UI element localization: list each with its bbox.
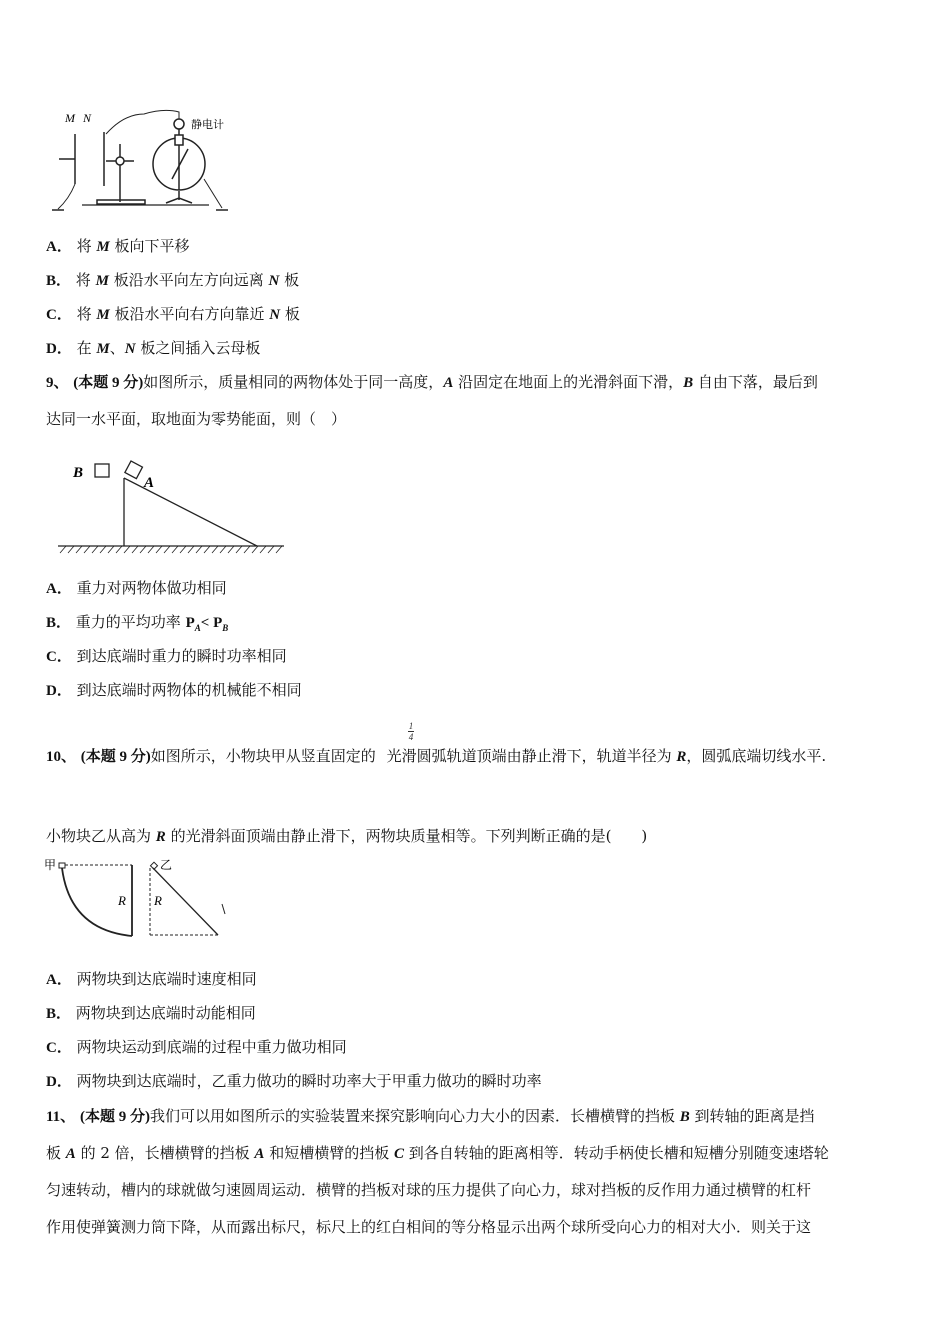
option-text: 重力对两物体做功相同	[76, 579, 227, 597]
var-a: A	[443, 375, 454, 391]
option-letter: C．	[46, 649, 72, 665]
stem-text: 自由下落，最后到	[693, 373, 818, 391]
option-letter: D．	[46, 683, 72, 699]
fraction-numerator: 1	[408, 721, 414, 731]
option-letter: C．	[46, 1040, 72, 1056]
option-letter: D．	[46, 341, 72, 357]
var-m: M	[95, 273, 109, 289]
option-text: 板	[280, 305, 300, 323]
label-electrometer: 静电计	[191, 118, 224, 131]
var-b: B	[679, 1109, 690, 1125]
var-m: M	[96, 341, 110, 357]
less-than: <	[200, 615, 214, 631]
option-letter: B．	[46, 615, 72, 631]
fraction-quarter	[408, 721, 414, 742]
option-text: 板	[279, 271, 300, 289]
option-letter: C．	[46, 307, 72, 323]
var-b: B	[683, 375, 694, 391]
option-letter: A．	[46, 581, 72, 597]
stem-text: 的光滑斜面顶端由静止滑下，两物块质量相等。下列判断正确的是( )	[165, 827, 648, 845]
q9-stem-line2: 达同一水平面，取地面为零势能面，则（ ）	[46, 410, 347, 428]
option-text: 重力的平均功率	[75, 613, 186, 631]
q9-option-b	[46, 612, 228, 638]
q9-stem-line1	[46, 372, 818, 393]
var-r: R	[155, 829, 166, 845]
option-text: 到达底端时两物体的机械能不相同	[76, 681, 302, 699]
power-symbol: P	[213, 615, 223, 631]
q9-option-d	[46, 680, 302, 701]
var-n: N	[269, 307, 281, 323]
stem-text: 的 2 倍，长槽横臂的挡板	[75, 1144, 255, 1162]
option-letter: B．	[46, 273, 72, 289]
stem-text: 到转轴的距离是挡	[689, 1107, 815, 1125]
option-text: 板沿水平向右方向靠近	[109, 305, 270, 323]
label-jia: 甲	[44, 858, 57, 872]
var-m: M	[96, 307, 110, 323]
option-text: 到达底端时重力的瞬时功率相同	[76, 647, 287, 665]
q8-option-a	[46, 236, 190, 257]
subscript-b: B	[222, 623, 229, 633]
question-number: 9、	[46, 375, 69, 391]
option-text: 两物块到达底端时，乙重力做功的瞬时功率大于甲重力做功的瞬时功率	[76, 1072, 542, 1090]
stem-text: 和短槽横臂的挡板	[264, 1144, 394, 1162]
q10-option-a	[46, 969, 257, 990]
subscript-a: A	[194, 623, 201, 633]
q10-option-d	[46, 1071, 542, 1092]
stem-text: 如图所示，质量相同的两物体处于同一高度，	[143, 373, 444, 391]
incline-figure	[54, 455, 294, 560]
q8-option-d	[46, 338, 260, 359]
label-a: A	[144, 475, 155, 491]
question-number: 11、	[46, 1109, 76, 1125]
option-text: 板之间插入云母板	[135, 339, 261, 357]
stem-text: 我们可以用如图所示的实验装置来探究影响向心力大小的因素．长槽横臂的挡板	[149, 1107, 680, 1125]
q8-option-b	[46, 270, 299, 291]
q9-option-a	[46, 578, 227, 599]
label-m: M	[65, 111, 75, 125]
q8-option-c	[46, 304, 300, 325]
q11-stem-line3: 匀速转动，槽内的球就做匀速圆周运动．横臂的挡板对球的压力提供了向心力，球对挡板的反作用力通过横臂的杠杆	[46, 1181, 812, 1199]
question-score: (本题 9 分)	[73, 375, 144, 391]
option-text: 两物块到达底端时动能相同	[75, 1004, 256, 1022]
stem-text: 如图所示，小物块甲从竖直固定的	[150, 747, 376, 765]
label-n: N	[83, 111, 92, 125]
option-letter: A．	[46, 972, 72, 988]
var-m: M	[96, 239, 110, 255]
q10-option-c	[46, 1037, 347, 1058]
stem-text: 小物块乙从高为	[46, 827, 156, 845]
var-n: N	[268, 273, 280, 289]
option-text: 两物块到达底端时速度相同	[76, 970, 257, 988]
q10-stem-line1	[46, 746, 826, 767]
option-text: 、	[109, 339, 125, 357]
question-score: (本题 9 分)	[79, 1109, 150, 1125]
option-text: 在	[76, 339, 97, 357]
var-a: A	[254, 1146, 265, 1162]
option-text: 板沿水平向左方向远离	[108, 271, 269, 289]
question-number: 10、	[46, 749, 77, 765]
electrometer-figure	[44, 104, 244, 216]
option-letter: A．	[46, 239, 72, 255]
stem-text: 板	[46, 1144, 66, 1162]
option-text: 两物块运动到底端的过程中重力做功相同	[76, 1038, 347, 1056]
arc-incline-figure	[40, 852, 240, 944]
question-score: (本题 9 分)	[80, 749, 151, 765]
stem-text: 到各自转轴的距离相等．转动手柄使长槽和短槽分别随变速塔轮	[404, 1144, 829, 1162]
var-c: C	[393, 1146, 404, 1162]
option-text: 将	[76, 237, 97, 255]
option-letter: B．	[46, 1006, 72, 1022]
option-text: 板向下平移	[109, 237, 190, 255]
option-text: 将	[76, 305, 97, 323]
power-symbol: P	[185, 615, 195, 631]
stem-text: ，圆弧底端切线水平.	[686, 747, 827, 765]
label-r-incline: R	[154, 893, 162, 908]
q11-stem-line2	[46, 1143, 829, 1164]
q10-stem-line2	[46, 826, 647, 847]
option-text: 将	[75, 271, 96, 289]
var-n: N	[124, 341, 136, 357]
stem-text: 沿固定在地面上的光滑斜面下滑，	[453, 373, 684, 391]
q10-option-b	[46, 1003, 256, 1024]
label-r-arc: R	[118, 893, 126, 908]
q11-stem-line1	[46, 1106, 815, 1127]
q9-option-c	[46, 646, 287, 667]
label-b: B	[73, 465, 84, 481]
q11-stem-line4: 作用使弹簧测力筒下降，从而露出标尺，标尺上的红白相间的等分格显示出两个球所受向心力的相对大小．则关于这	[46, 1218, 812, 1236]
label-yi: 乙	[160, 858, 173, 872]
var-r: R	[676, 749, 687, 765]
option-letter: D．	[46, 1074, 72, 1090]
stem-text: 光滑圆弧轨道顶端由静止滑下，轨道半径为	[381, 747, 677, 765]
var-a: A	[65, 1146, 76, 1162]
fraction-denominator: 4	[408, 732, 414, 742]
